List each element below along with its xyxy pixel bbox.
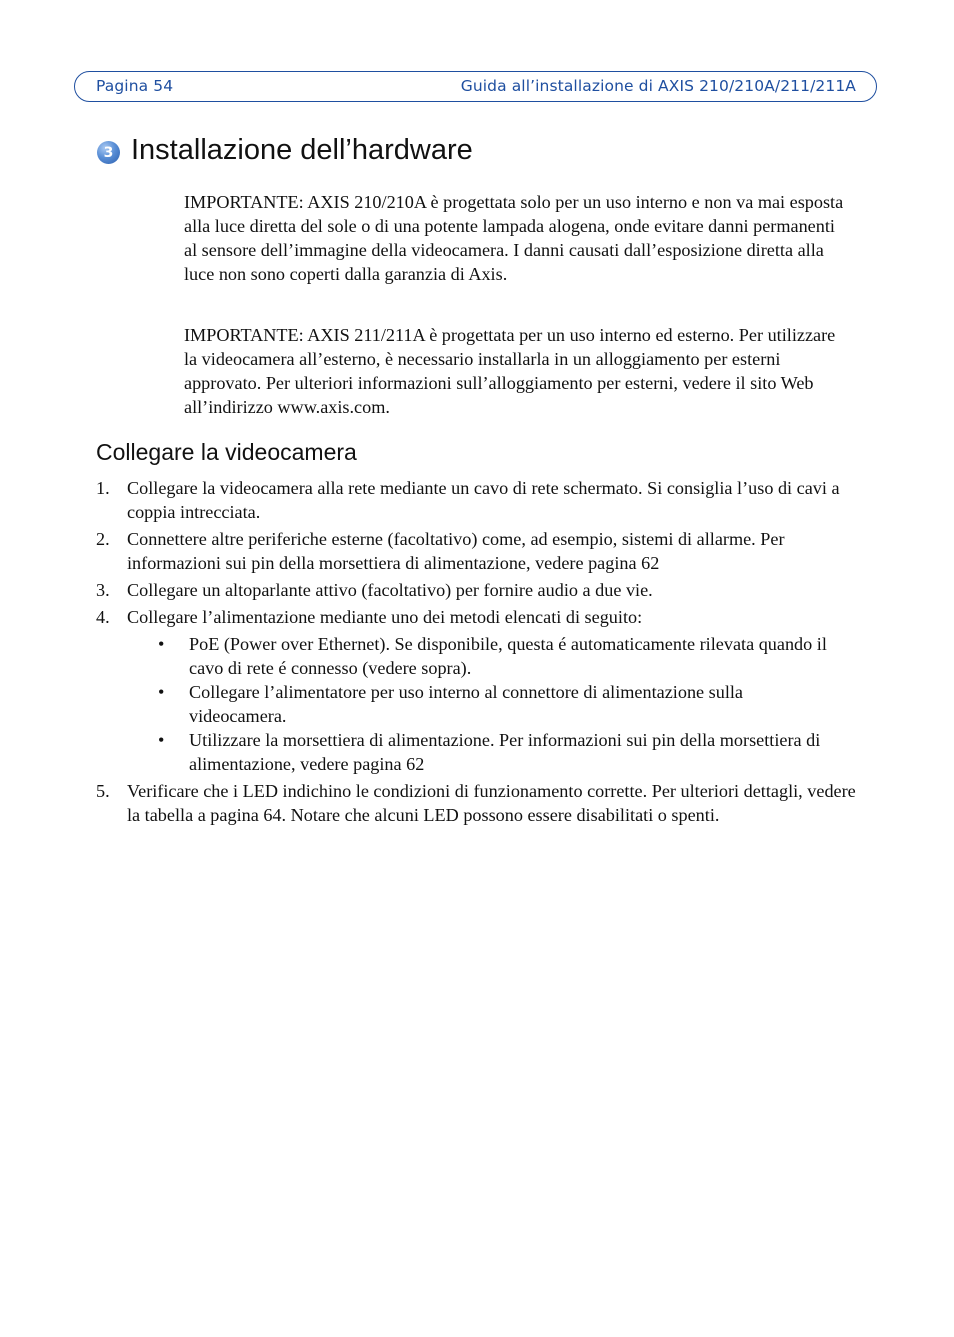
section-title: Installazione dell’hardware: [131, 134, 473, 166]
step-number: 3.: [96, 580, 110, 600]
bullet-text: Collegare l’alimentatore per uso interno al connettore di alimentazione sulla videocamera.: [189, 682, 744, 726]
important-text: : AXIS 210/210A è progettata solo per un uso interno e non va mai esposta alla luce diretta del sole o di una potente lampada alogena, onde evitare danni permanenti al sensore dell’immagine della videocamera. I danni causati dall’esposizione diretta alla luce non sono coperti dalla garanzia di Axis.: [184, 192, 844, 284]
bullet-icon: •: [158, 730, 165, 750]
step-text: Collegare l’alimentazione mediante uno dei metodi elencati di seguito:: [127, 607, 643, 627]
step-number: 2.: [96, 529, 110, 549]
list-item: [127, 632, 839, 680]
installation-steps: [0, 476, 954, 830]
list-item: [127, 728, 839, 776]
bullet-icon: •: [158, 682, 165, 702]
step-number-badge-icon: 3: [97, 141, 120, 164]
power-options-list: [127, 632, 857, 776]
subsection-title: Collegare la videocamera: [96, 439, 357, 465]
important-label: IMPORTANTE:: [184, 325, 304, 345]
step-text: Verificare che i LED indichino le condizioni di funzionamento corrette. Per ulteriori dettagli, vedere la tabella a pagina 64. Notare che alcuni LED possono essere disabilitati o spenti.: [127, 781, 856, 825]
important-label: IMPORTANTE: [184, 192, 299, 212]
step-number: 4.: [96, 607, 110, 627]
list-item: [127, 680, 839, 728]
important-notice-indoor: [184, 190, 844, 286]
page-header: [74, 71, 877, 102]
list-item: [0, 605, 857, 776]
guide-title: Guida all’installazione di AXIS 210/210A/211/211A: [460, 77, 856, 95]
bullet-text: PoE (Power over Ethernet). Se disponibile, questa é automaticamente rilevata quando il cavo di rete é connesso (vedere sopra).: [189, 634, 827, 678]
page-number: Pagina 54: [96, 77, 174, 95]
step-text: Connettere altre periferiche esterne (facoltativo) come, ad esempio, sistemi di allarme. Per informazioni sui pin della morsettiera di alimentazione, vedere pagina 62: [127, 529, 785, 573]
list-item: [0, 578, 857, 602]
list-item: [0, 527, 857, 575]
step-text: Collegare un altoparlante attivo (facoltativo) per fornire audio a due vie.: [127, 580, 653, 600]
step-number: 1.: [96, 478, 110, 498]
bullet-text: Utilizzare la morsettiera di alimentazione. Per informazioni sui pin della morsettiera di alimentazione, vedere pagina 62: [189, 730, 821, 774]
step-text: Collegare la videocamera alla rete mediante un cavo di rete schermato. Si consiglia l’uso di cavi a coppia intrecciata.: [127, 478, 840, 522]
step-number: 5.: [96, 781, 110, 801]
important-notice-outdoor: [184, 323, 844, 419]
bullet-icon: •: [158, 634, 165, 654]
list-item: [0, 476, 857, 524]
important-text: AXIS 211/211A è progettata per un uso interno ed esterno. Per utilizzare la videocamera all’esterno, è necessario installarla in un alloggiamento per esterni approvato. Per ulteriori informazioni sull’alloggiamento per esterni, vedere il sito Web all’indirizzo www.axis.com.: [184, 325, 836, 417]
list-item: [0, 779, 857, 827]
section-heading: [97, 134, 473, 167]
